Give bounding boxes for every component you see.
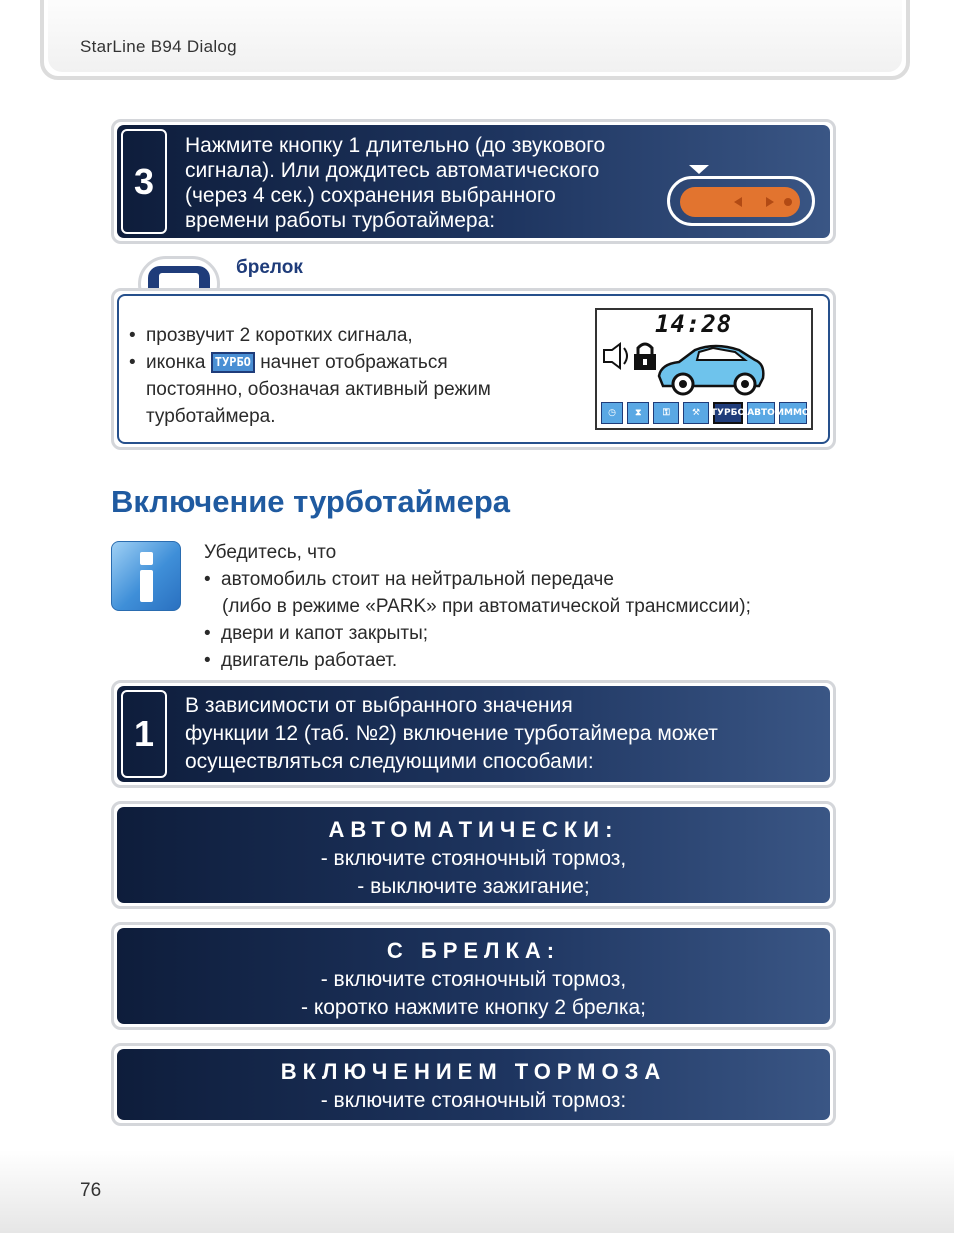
mode-lines: - включите стояночный тормоз, - выключите зажигание;: [320, 847, 627, 898]
mode-keyfob-box: [111, 922, 836, 1030]
mode-auto-box: [111, 801, 836, 909]
lcd-icon-row: [601, 402, 810, 424]
step-1-text: В зависимости от выбранного значения функции 12 (таб. №2) включение турботаймера может осуществляться следующими способами:: [185, 694, 718, 773]
immo-icon: ИММО: [779, 402, 807, 424]
list-item: • автомобиль стоит на нейтральной передаче: [204, 569, 614, 590]
list-item: • прозвучит 2 коротких сигнала,: [129, 325, 413, 346]
list-item-cont: турботаймера.: [146, 406, 276, 427]
auto-icon: АВТО: [747, 402, 775, 424]
info-text: [204, 539, 751, 674]
section-title: Включение турботаймера: [111, 484, 511, 519]
page-number: 76: [80, 1180, 102, 1201]
keyfob-label: брелок: [236, 257, 303, 278]
turbo-icon: ТУРБО: [211, 352, 255, 373]
list-item: • иконка ТУРБО начнет отображаться: [129, 352, 448, 373]
button-arrows-icon: [728, 193, 798, 211]
siren-lock-icon: [600, 340, 660, 372]
key-icon: ⚿: [653, 402, 679, 424]
list-item-cont: (либо в режиме «PARK» при автоматической трансмиссии);: [222, 596, 751, 617]
step-3-box: [111, 119, 836, 244]
header-background: [48, 0, 902, 72]
clock-icon: ◷: [601, 402, 623, 424]
step-number: 1: [121, 690, 167, 778]
header-title: StarLine B94 Dialog: [80, 37, 237, 56]
turbo-icon: ТУРБО: [713, 402, 743, 424]
lcd-display: [595, 308, 813, 430]
mode-title: АВТОМАТИЧЕСКИ:: [328, 817, 619, 842]
step-1-box: [111, 680, 836, 788]
wrench-icon: ⚒: [683, 402, 709, 424]
mode-lines: - включите стояночный тормоз, - коротко нажмите кнопку 2 брелка;: [301, 968, 646, 1019]
car-icon: [655, 338, 767, 398]
keyfob-button-icon: [667, 176, 815, 226]
mode-title: ВКЛЮЧЕНИЕМ ТОРМОЗА: [280, 1059, 667, 1084]
mode-brake-box: [111, 1043, 836, 1126]
mode-title: С БРЕЛКА:: [386, 938, 561, 963]
lcd-time: 14:28: [655, 310, 733, 338]
info-icon: [111, 541, 181, 611]
footer-band: [0, 1150, 954, 1233]
list-item-cont: постоянно, обозначая активный режим: [146, 379, 491, 400]
button-pointer-icon: [689, 165, 709, 174]
step-number: 3: [121, 129, 167, 234]
step-3-text: Нажмите кнопку 1 длительно (до звукового сигнала). Или дождитесь автоматического (через 4 сек.) сохранения выбранного времени работы турботаймера:: [185, 134, 606, 232]
list-item: • двери и капот закрыты;: [204, 623, 429, 644]
keyfob-bullets: [129, 322, 491, 430]
list-item: • двигатель работает.: [204, 650, 398, 671]
hourglass-icon: ⧗: [627, 402, 649, 424]
info-intro: Убедитесь, что: [204, 542, 337, 563]
mode-lines: - включите стояночный тормоз:: [320, 1089, 627, 1112]
